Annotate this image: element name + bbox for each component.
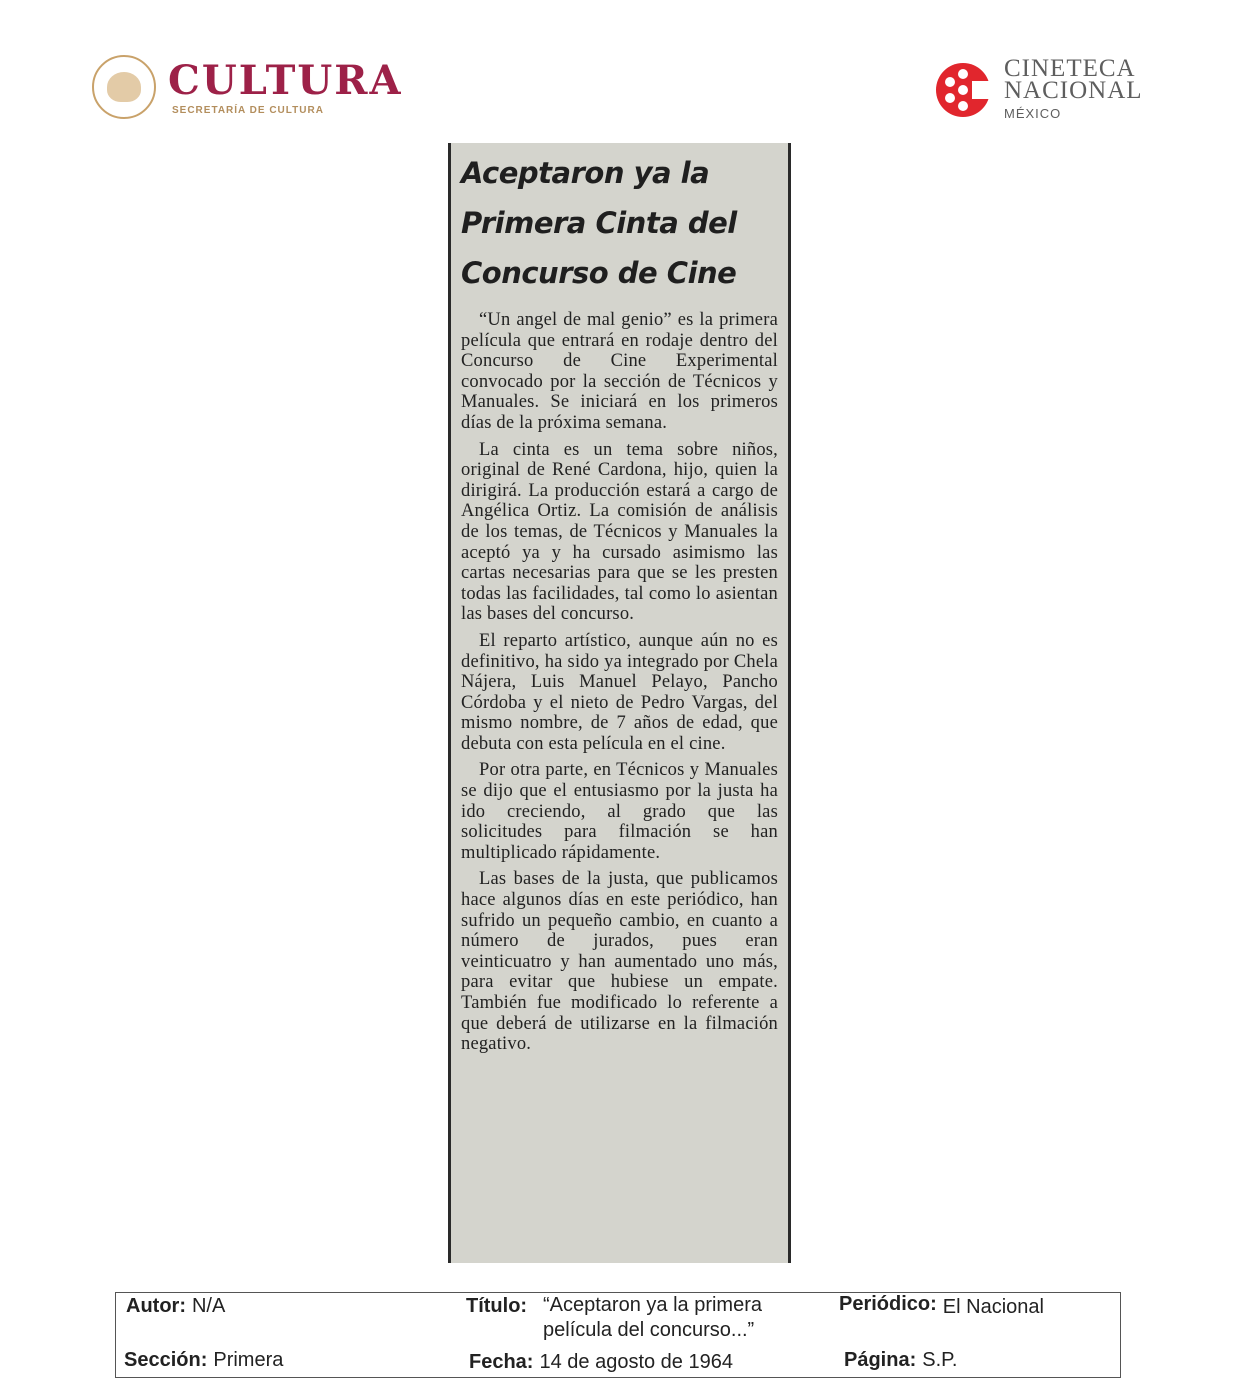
newspaper-clipping — [448, 143, 791, 1263]
cineteca-logo — [936, 55, 1143, 121]
periodico-label: Periódico: — [839, 1293, 937, 1315]
pagina-value: S.P. — [922, 1349, 958, 1371]
seccion-value: Primera — [213, 1349, 284, 1371]
cineteca-logo-line1: CINETECA — [1004, 55, 1136, 82]
cultura-logo-title: CULTURA — [168, 56, 403, 104]
headline-line: Primera Cinta del — [461, 206, 737, 240]
pagina-label: Página: — [844, 1349, 917, 1371]
headline-line: Aceptaron ya la — [461, 156, 710, 190]
titulo-label-field — [466, 1295, 527, 1318]
cultura-logo-subtitle: SECRETARÍA DE CULTURA — [172, 104, 324, 116]
titulo-label: Título: — [466, 1295, 528, 1317]
film-reel-icon — [936, 63, 990, 117]
periodico-value: El Nacional — [942, 1296, 1044, 1318]
article-paragraph: La cinta es un tema sobre niños, original de René Cardona, hijo, quien la dirigirá. La producción estará a cargo de Angélica Ortiz. La comisión de análisis de los temas, de Técnicos y Manuales la aceptó ya y ha cursado asimismo las cartas necesarias para que se les presten todas las facilidades, tal como lo asientan las bases del concurso. — [461, 439, 778, 625]
metadata-box — [115, 1292, 1121, 1378]
article-paragraph: Las bases de la justa, que publicamos hace algunos días en este periódico, han sufrido un pequeño cambio, en cuanto a número de jurados, pues eran veinticuatro y han aumentado uno más, para evitar que hubiese un empate. También fue modificado lo referente a que deberá de utilizarse en la filmación negativo. — [461, 869, 778, 1055]
cultura-logo — [92, 55, 403, 119]
clipping-body — [461, 310, 778, 1055]
clipping-headline — [461, 148, 778, 298]
article-paragraph: El reparto artístico, aunque aún no es definitivo, ha sido ya integrado por Chela Nájera, Luis Manuel Pelayo, Pancho Córdoba y el nieto de Pedro Vargas, del mismo nombre, de 7 años de edad, que debuta con esta película en el cine. — [461, 630, 778, 754]
seccion-field — [124, 1349, 283, 1372]
titulo-value: “Aceptaron ya la primera película del concurso...” — [543, 1294, 762, 1341]
page-header — [0, 0, 1240, 165]
pagina-field — [844, 1349, 957, 1372]
article-paragraph: “Un angel de mal genio” es la primera película que entrará en rodaje dentro del Concurso de Cine Experimental convocado por la sección de Técnicos y Manuales. Se iniciará en los primeros días de la próxima semana. — [461, 310, 778, 433]
cineteca-logo-line2: NACIONAL — [1004, 77, 1143, 104]
autor-label: Autor: — [126, 1295, 186, 1317]
autor-value: N/A — [191, 1295, 226, 1317]
seccion-label: Sección: — [124, 1349, 208, 1371]
article-paragraph: Por otra parte, en Técnicos y Manuales se dijo que el entusiasmo por la justa ha ido creciendo, al grado que las solicitudes para filmación se han multiplicado rápidamente. — [461, 760, 778, 863]
autor-field — [126, 1295, 225, 1318]
headline-line: Concurso de Cine — [461, 256, 737, 290]
mexico-seal-icon — [92, 55, 156, 119]
cineteca-logo-line3: MÉXICO — [1004, 106, 1062, 121]
fecha-field — [469, 1351, 733, 1374]
periodico-field — [839, 1293, 1044, 1316]
fecha-value: 14 de agosto de 1964 — [539, 1351, 733, 1373]
fecha-label: Fecha: — [469, 1351, 534, 1373]
